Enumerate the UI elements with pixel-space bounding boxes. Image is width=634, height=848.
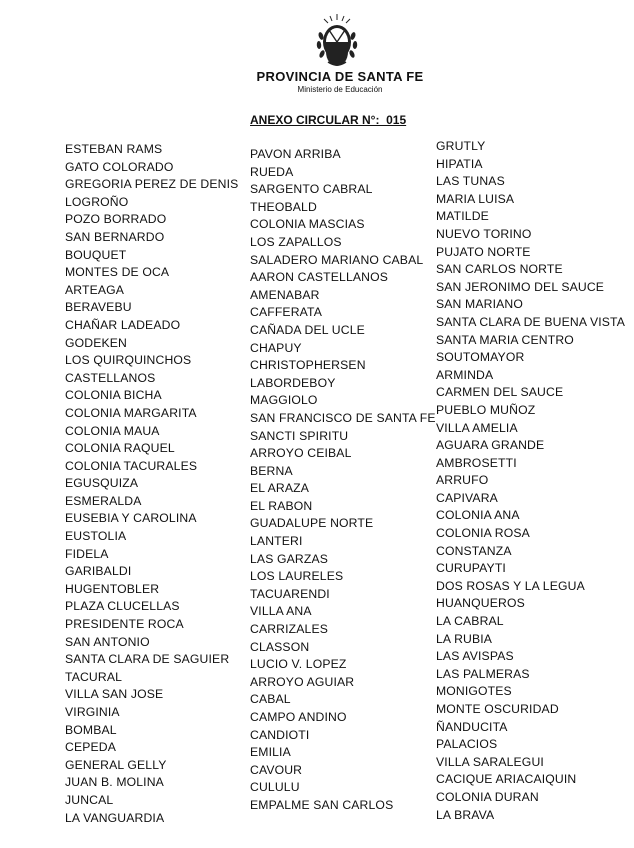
locality-item: POZO BORRADO	[65, 212, 167, 227]
locality-item: ESMERALDA	[65, 493, 142, 508]
locality-item: ARMINDA	[436, 367, 494, 382]
province-name: PROVINCIA DE SANTA FE	[256, 69, 424, 84]
locality-item: ARROYO AGUIAR	[250, 674, 355, 689]
locality-item: GREGORIA PEREZ DE DENIS	[65, 177, 239, 192]
provincial-coat-of-arms-icon	[314, 12, 360, 70]
locality-item: SAN JERONIMO DEL SAUCE	[436, 279, 605, 294]
locality-item: MATILDE	[436, 209, 489, 224]
locality-item: FIDELA	[65, 546, 109, 561]
locality-item: LOS LAURELES	[250, 569, 344, 584]
locality-item: SAN CARLOS NORTE	[436, 262, 563, 277]
locality-column-1	[65, 141, 238, 827]
locality-item: ESTEBAN RAMS	[65, 142, 163, 156]
locality-item: SANCTI SPIRITU	[250, 428, 349, 443]
locality-item: CAPIVARA	[436, 490, 498, 505]
locality-item: CHRISTOPHERSEN	[250, 358, 366, 373]
locality-item: GUADALUPE NORTE	[250, 516, 374, 531]
locality-item: ARRUFO	[436, 473, 489, 488]
locality-item: EL ARAZA	[250, 481, 310, 496]
locality-item: LA RUBIA	[436, 631, 493, 646]
locality-item: CAMPO ANDINO	[250, 710, 347, 724]
locality-item: VIRGINIA	[65, 705, 120, 719]
locality-item: VILLA ANA	[250, 604, 312, 619]
locality-item: SOUTOMAYOR	[436, 350, 525, 365]
locality-item: CEPEDA	[65, 740, 117, 755]
locality-item: CAFFERATA	[250, 305, 322, 320]
locality-item: LOS QUIRQUINCHOS	[65, 353, 192, 368]
locality-item: CLASSON	[250, 639, 310, 654]
locality-item: TACURAL	[65, 669, 123, 684]
ministry-name: Ministerio de Educación	[297, 85, 383, 94]
locality-item: NUEVO TORINO	[436, 226, 532, 241]
document-header	[0, 0, 634, 110]
locality-item: CURUPAYTI	[436, 561, 506, 576]
locality-item: HUGENTOBLER	[65, 581, 160, 596]
locality-item: CASTELLANOS	[65, 370, 156, 385]
locality-item: AMBROSETTI	[436, 455, 517, 470]
locality-item: COLONIA DURAN	[436, 789, 539, 804]
locality-item: MONIGOTES	[436, 684, 512, 699]
locality-item: EL RABON	[250, 498, 313, 513]
locality-item: CABAL	[250, 692, 291, 707]
locality-item: SALADERO MARIANO CABAL	[250, 252, 424, 267]
locality-item: SANTA MARIA CENTRO	[436, 332, 574, 347]
locality-item: MONTES DE OCA	[65, 265, 170, 280]
locality-item: COLONIA MAUA	[65, 423, 160, 438]
locality-item: RUEDA	[250, 164, 294, 179]
locality-item: LANTERI	[250, 534, 303, 549]
locality-item: HUANQUEROS	[436, 596, 525, 611]
locality-item: SAN FRANCISCO DE SANTA FE	[250, 410, 436, 425]
locality-item: LUCIO V. LOPEZ	[250, 657, 347, 672]
locality-item: GARIBALDI	[65, 564, 132, 579]
locality-item: TACUARENDI	[250, 586, 330, 601]
locality-item: AMENABAR	[250, 287, 320, 302]
locality-item: SAN BERNARDO	[65, 229, 165, 244]
locality-item: ARTEAGA	[65, 282, 125, 297]
locality-item: COLONIA MARGARITA	[65, 405, 197, 420]
locality-item: VILLA SAN JOSE	[65, 687, 164, 702]
locality-item: PUEBLO MUÑOZ	[436, 402, 536, 417]
locality-item: COLONIA TACURALES	[65, 458, 198, 473]
locality-item: LAS TUNAS	[436, 174, 505, 189]
locality-item: BERAVEBU	[65, 300, 132, 315]
locality-item: AGUARA GRANDE	[436, 438, 545, 453]
locality-item: LOGROÑO	[65, 194, 129, 209]
locality-item: LAS AVISPAS	[436, 649, 514, 664]
locality-item: CAVOUR	[250, 762, 303, 777]
locality-item: GENERAL GELLY	[65, 757, 167, 772]
locality-item: DOS ROSAS Y LA LEGUA	[436, 578, 585, 593]
locality-item: THEOBALD	[250, 199, 317, 214]
locality-item: SANTA CLARA DE BUENA VISTA	[436, 314, 626, 329]
locality-item: CARMEN DEL SAUCE	[436, 385, 564, 400]
locality-item: JUNCAL	[65, 792, 114, 807]
locality-item: GRUTLY	[436, 139, 486, 153]
locality-item: HIPATIA	[436, 156, 483, 171]
locality-item: PLAZA CLUCELLAS	[65, 599, 180, 614]
locality-item: PUJATO NORTE	[436, 244, 531, 259]
locality-item: PAVON ARRIBA	[250, 147, 341, 161]
locality-item: SANTA CLARA DE SAGUIER	[65, 652, 230, 667]
locality-item: ARROYO CEIBAL	[250, 446, 352, 461]
locality-item: PALACIOS	[436, 737, 498, 752]
locality-item: EUSTOLIA	[65, 529, 127, 544]
locality-item: SARGENTO CABRAL	[250, 182, 373, 197]
locality-item: MARIA LUISA	[436, 191, 515, 206]
locality-item: SAN ANTONIO	[65, 634, 150, 649]
locality-item: ÑANDUCITA	[436, 719, 508, 734]
locality-item: MONTE OSCURIDAD	[436, 702, 559, 716]
locality-item: EGUSQUIZA	[65, 476, 139, 491]
locality-item: VILLA AMELIA	[436, 420, 518, 435]
locality-item: EMILIA	[250, 745, 291, 760]
locality-item: LOS ZAPALLOS	[250, 234, 342, 249]
locality-item: GATO COLORADO	[65, 159, 174, 174]
locality-item: LA BRAVA	[436, 807, 495, 822]
locality-column-2	[250, 146, 436, 815]
locality-item: CACIQUE ARIACAIQUIN	[436, 772, 577, 787]
locality-item: LABORDEBOY	[250, 375, 336, 390]
locality-item: COLONIA MASCIAS	[250, 217, 365, 232]
annex-title: ANEXO CIRCULAR N°: 015	[250, 113, 407, 127]
locality-item: CARRIZALES	[250, 622, 329, 637]
locality-item: LA VANGUARDIA	[65, 810, 165, 825]
locality-item: COLONIA BICHA	[65, 388, 162, 403]
locality-column-3	[436, 138, 625, 824]
locality-item: BOMBAL	[65, 722, 117, 737]
locality-item: EUSEBIA Y CAROLINA	[65, 511, 197, 526]
locality-item: JUAN B. MOLINA	[65, 775, 164, 790]
locality-item: CULULU	[250, 780, 300, 795]
locality-item: GODEKEN	[65, 335, 127, 350]
locality-item: BOUQUET	[65, 247, 127, 262]
locality-item: CANDIOTI	[250, 727, 310, 742]
locality-item: SAN MARIANO	[436, 297, 523, 312]
locality-item: COLONIA RAQUEL	[65, 441, 175, 456]
locality-item: EMPALME SAN CARLOS	[250, 797, 394, 812]
locality-item: LAS GARZAS	[250, 551, 329, 566]
locality-item: CHAPUY	[250, 340, 302, 355]
locality-item: CHAÑAR LADEADO	[65, 317, 181, 332]
locality-item: BERNA	[250, 463, 293, 478]
locality-item: COLONIA ANA	[436, 508, 520, 523]
locality-item: MAGGIOLO	[250, 393, 318, 408]
locality-item: COLONIA ROSA	[436, 526, 530, 541]
locality-item: PRESIDENTE ROCA	[65, 617, 184, 632]
locality-item: CONSTANZA	[436, 543, 512, 558]
locality-item: LAS PALMERAS	[436, 666, 530, 681]
locality-item: LA CABRAL	[436, 614, 504, 629]
locality-item: AARON CASTELLANOS	[250, 270, 389, 285]
locality-item: VILLA SARALEGUI	[436, 754, 544, 769]
locality-item: CAÑADA DEL UCLE	[250, 322, 365, 337]
